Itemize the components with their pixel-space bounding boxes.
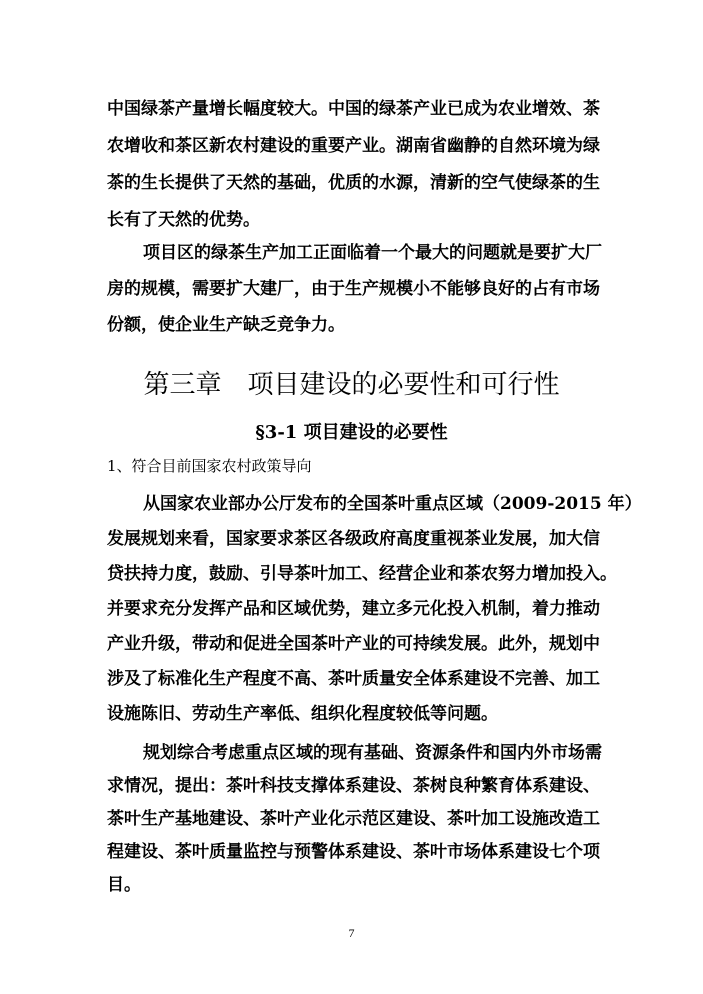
- paragraph-line: 贷扶持力度，鼓励、引导茶叶加工、经营企业和茶农努力增加投入。: [107, 564, 617, 584]
- paragraph-line: 份额，使企业生产缺乏竞争力。: [107, 315, 345, 335]
- paragraph-line: 从国家农业部办公厅发布的全国茶叶重点区域（2009-2015 年）: [143, 494, 642, 514]
- paragraph-line: 产业升级，带动和促进全国茶叶产业的可持续发展。此外，规划中: [107, 634, 600, 654]
- chapter-title: 第三章 项目建设的必要性和可行性: [143, 370, 560, 400]
- paragraph-line: 发展规划来看，国家要求茶区各级政府高度重视茶业发展，加大信: [107, 529, 600, 549]
- paragraph-line: 茶的生长提供了天然的基础，优质的水源，清新的空气使绿茶的生: [107, 173, 600, 193]
- page-number: 7: [348, 926, 355, 940]
- paragraph-line: 目。: [107, 875, 141, 895]
- paragraph-line: 项目区的绿茶生产加工正面临着一个最大的问题就是要扩大厂: [143, 243, 602, 263]
- paragraph-line: 规划综合考虑重点区域的现有基础、资源条件和国内外市场需: [143, 743, 602, 763]
- paragraph-line: 房的规模，需要扩大建厂，由于生产规模小不能够良好的占有市场: [107, 279, 600, 299]
- paragraph-line: 求情况，提出：茶叶科技支撑体系建设、茶树良种繁育体系建设、: [107, 776, 600, 796]
- subheading: 1、符合目前国家农村政策导向: [107, 457, 312, 475]
- paragraph-line: 长有了天然的优势。: [107, 210, 260, 230]
- paragraph-line: 中国绿茶产量增长幅度较大。中国的绿茶产业已成为农业增效、茶: [107, 99, 600, 119]
- paragraph-line: 涉及了标准化生产程度不高、茶叶质量安全体系建设不完善、加工: [107, 669, 600, 689]
- paragraph-line: 茶叶生产基地建设、茶叶产业化示范区建设、茶叶加工设施改造工: [107, 809, 600, 829]
- section-title: §3-1 项目建设的必要性: [255, 422, 448, 443]
- paragraph-line: 程建设、茶叶质量监控与预警体系建设、茶叶市场体系建设七个项: [107, 842, 600, 862]
- paragraph-line: 并要求充分发挥产品和区域优势，建立多元化投入机制，着力推动: [107, 599, 600, 619]
- paragraph-line: 设施陈旧、劳动生产率低、组织化程度较低等问题。: [107, 704, 498, 724]
- paragraph-line: 农增收和茶区新农村建设的重要产业。湖南省幽静的自然环境为绿: [107, 136, 600, 156]
